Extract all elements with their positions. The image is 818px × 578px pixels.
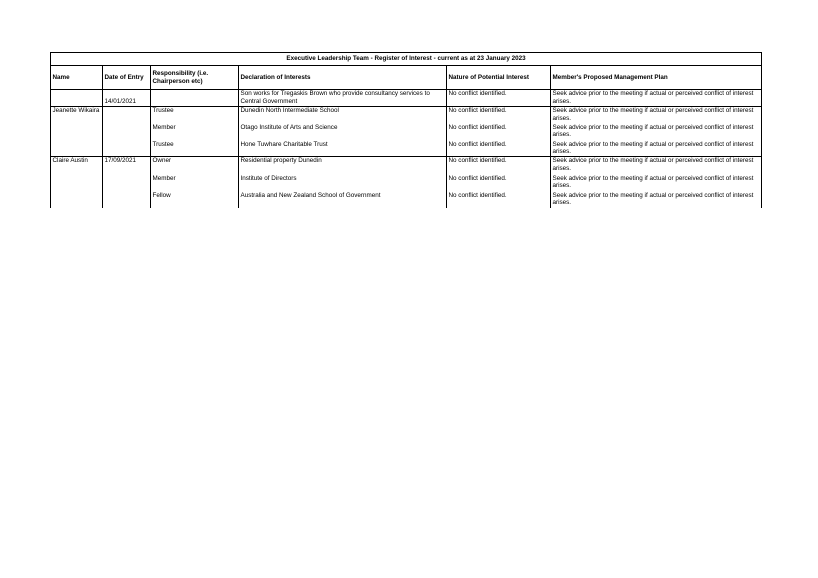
cell-responsibility: Trustee bbox=[151, 141, 239, 157]
table-row bbox=[51, 157, 762, 175]
cell-declaration: Dunedin North Intermediate School bbox=[239, 107, 447, 124]
cell-name bbox=[51, 141, 103, 157]
cell-nature: No conflict identified. bbox=[447, 141, 551, 157]
column-header-date: Date of Entry bbox=[103, 66, 151, 90]
table-row bbox=[51, 175, 762, 192]
cell-responsibility: Trustee bbox=[151, 107, 239, 124]
register-of-interest-table bbox=[50, 52, 762, 208]
cell-date bbox=[103, 175, 151, 192]
cell-date bbox=[103, 124, 151, 141]
cell-nature: No conflict identified. bbox=[447, 90, 551, 107]
cell-date bbox=[103, 107, 151, 124]
table-row bbox=[51, 124, 762, 141]
cell-name: Claire Austin bbox=[51, 157, 103, 175]
cell-name bbox=[51, 192, 103, 208]
cell-responsibility: Member bbox=[151, 124, 239, 141]
cell-responsibility: Owner bbox=[151, 157, 239, 175]
cell-plan: Seek advice prior to the meeting if actual or perceived conflict of interest arises. bbox=[551, 124, 762, 141]
cell-declaration: Residential property Dunedin bbox=[239, 157, 447, 175]
table-title-row bbox=[51, 53, 762, 66]
cell-plan: Seek advice prior to the meeting if actual or perceived conflict of interest arises. bbox=[551, 141, 762, 157]
cell-declaration: Son works for Tregaskis Brown who provide consultancy services to Central Government bbox=[239, 90, 447, 107]
table-header-row bbox=[51, 66, 762, 90]
cell-nature: No conflict identified. bbox=[447, 107, 551, 124]
cell-plan: Seek advice prior to the meeting if actual or perceived conflict of interest arises. bbox=[551, 157, 762, 175]
cell-name: Jeanette Wikaira bbox=[51, 107, 103, 124]
cell-declaration: Otago Institute of Arts and Science bbox=[239, 124, 447, 141]
cell-nature: No conflict identified. bbox=[447, 157, 551, 175]
column-header-declaration: Declaration of Interests bbox=[239, 66, 447, 90]
cell-name bbox=[51, 90, 103, 107]
column-header-responsibility: Responsibility (i.e. Chairperson etc) bbox=[151, 66, 239, 90]
cell-declaration: Australia and New Zealand School of Government bbox=[239, 192, 447, 208]
cell-nature: No conflict identified. bbox=[447, 124, 551, 141]
cell-date bbox=[103, 141, 151, 157]
column-header-name: Name bbox=[51, 66, 103, 90]
cell-plan: Seek advice prior to the meeting if actual or perceived conflict of interest arises. bbox=[551, 175, 762, 192]
cell-date bbox=[103, 192, 151, 208]
table-title: Executive Leadership Team - Register of Interest - current as at 23 January 2023 bbox=[51, 53, 762, 66]
column-header-plan: Member's Proposed Management Plan bbox=[551, 66, 762, 90]
cell-date: 17/09/2021 bbox=[103, 157, 151, 175]
cell-plan: Seek advice prior to the meeting if actual or perceived conflict of interest arises. bbox=[551, 107, 762, 124]
table-row bbox=[51, 107, 762, 124]
cell-plan: Seek advice prior to the meeting if actual or perceived conflict of interest arises. bbox=[551, 90, 762, 107]
cell-nature: No conflict identified. bbox=[447, 175, 551, 192]
cell-date: 14/01/2021 bbox=[103, 90, 151, 107]
cell-responsibility: Fellow bbox=[151, 192, 239, 208]
cell-name bbox=[51, 175, 103, 192]
table-row bbox=[51, 141, 762, 157]
table-row bbox=[51, 192, 762, 208]
cell-nature: No conflict identified. bbox=[447, 192, 551, 208]
column-header-nature: Nature of Potential Interest bbox=[447, 66, 551, 90]
cell-declaration: Hone Tuwhare Charitable Trust bbox=[239, 141, 447, 157]
cell-plan: Seek advice prior to the meeting if actual or perceived conflict of interest arises. bbox=[551, 192, 762, 208]
table-row bbox=[51, 90, 762, 107]
cell-responsibility: Member bbox=[151, 175, 239, 192]
cell-name bbox=[51, 124, 103, 141]
cell-declaration: Institute of Directors bbox=[239, 175, 447, 192]
cell-responsibility bbox=[151, 90, 239, 107]
